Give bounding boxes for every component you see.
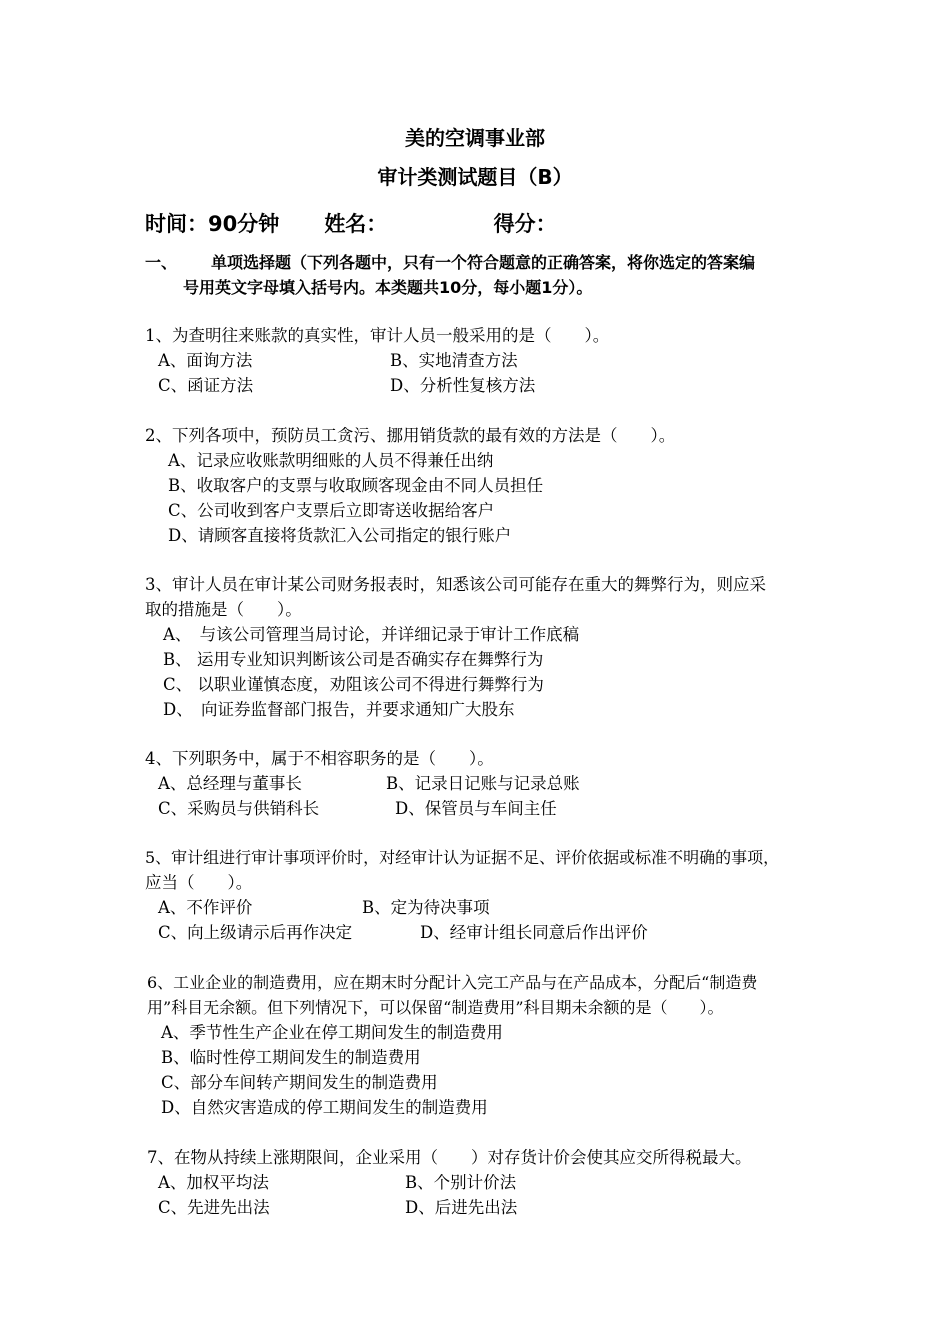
question-7-text: 7、在物从持续上涨期限间，企业采用（ ）对存货计价会使其应交所得税最大。 (147, 1148, 752, 1167)
q2-option-d: D、请顾客直接将货款汇入公司指定的银行账户 (168, 526, 512, 545)
q3-option-b: B、 运用专业知识判断该公司是否确实存在舞弊行为 (163, 650, 544, 669)
name-label: 姓名： (324, 212, 388, 236)
section-instruction-line1: 单项选择题（下列各题中，只有一个符合题意的正确答案，将你选定的答案编 (211, 253, 756, 272)
q2-option-c: C、公司收到客户支票后立即寄送收据给客户 (168, 501, 495, 520)
q6-option-d: D、自然灾害造成的停工期间发生的制造费用 (161, 1098, 488, 1117)
q4-option-b: B、记录日记账与记录总账 (386, 774, 580, 793)
q1-option-a: A、面询方法 (158, 351, 253, 370)
question-3-text-line1: 3、审计人员在审计某公司财务报表时，知悉该公司可能存在重大的舞弊行为，则应采 (145, 575, 766, 594)
q4-option-a: A、总经理与董事长 (158, 774, 302, 793)
question-5-text-line2: 应当（ ）。 (145, 873, 253, 892)
company-title: 美的空调事业部 (405, 126, 545, 150)
q3-option-c: C、 以职业谨慎态度，劝阻该公司不得进行舞弊行为 (163, 675, 544, 694)
q6-option-b: B、临时性停工期间发生的制造费用 (161, 1048, 421, 1067)
question-3-text-line2: 取的措施是（ ）。 (145, 600, 302, 619)
q6-option-c: C、部分车间转产期间发生的制造费用 (161, 1073, 438, 1092)
q5-option-c: C、向上级请示后再作决定 (158, 923, 353, 942)
question-5-text-line1: 5、审计组进行审计事项评价时，对经审计认为证据不足、评价依据或标准不明确的事项， (145, 848, 780, 867)
q7-option-a: A、加权平均法 (158, 1173, 269, 1192)
q7-option-c: C、先进先出法 (158, 1198, 270, 1217)
question-6-text-line2: 用”科目无余额。但下列情况下，可以保留“制造费用”科目期未余额的是（ ）。 (147, 998, 724, 1017)
q1-option-c: C、函证方法 (158, 376, 254, 395)
q2-option-a: A、记录应收账款明细账的人员不得兼任出纳 (168, 451, 494, 470)
question-2-text: 2、下列各项中，预防员工贪污、挪用销货款的最有效的方法是（ ）。 (145, 426, 676, 445)
score-label: 得分： (493, 212, 557, 236)
q1-option-b: B、实地清查方法 (390, 351, 518, 370)
section-instruction-line2: 号用英文字母填入括号内。本类题共10分，每小题1分）。 (183, 278, 593, 297)
test-title: 审计类测试题目（B） (377, 165, 573, 189)
exam-meta (145, 208, 557, 238)
section-number: 一、 (145, 253, 178, 272)
question-4-text: 4、下列职务中，属于不相容职务的是（ ）。 (145, 749, 494, 768)
q5-option-d: D、经审计组长同意后作出评价 (420, 923, 648, 942)
q5-option-b: B、定为待决事项 (362, 898, 490, 917)
q3-option-a: A、 与该公司管理当局讨论，并详细记录于审计工作底稿 (163, 625, 580, 644)
q2-option-b: B、收取客户的支票与收取顾客现金由不同人员担任 (168, 476, 544, 495)
q5-option-a: A、不作评价 (158, 898, 253, 917)
q6-option-a: A、季节性生产企业在停工期间发生的制造费用 (161, 1023, 503, 1042)
q4-option-c: C、采购员与供销科长 (158, 799, 320, 818)
q4-option-d: D、保管员与车间主任 (395, 799, 557, 818)
time-label: 时间：90分钟 (145, 212, 280, 236)
question-6-text-line1: 6、工业企业的制造费用，应在期末时分配计入完工产品与在产品成本，分配后“制造费 (147, 973, 758, 992)
question-1-text: 1、为查明往来账款的真实性，审计人员一般采用的是（ ）。 (145, 326, 610, 345)
q7-option-b: B、个别计价法 (405, 1173, 517, 1192)
q1-option-d: D、分析性复核方法 (390, 376, 536, 395)
q3-option-d: D、 向证券监督部门报告，并要求通知广大股东 (163, 700, 515, 719)
q7-option-d: D、后进先出法 (405, 1198, 518, 1217)
